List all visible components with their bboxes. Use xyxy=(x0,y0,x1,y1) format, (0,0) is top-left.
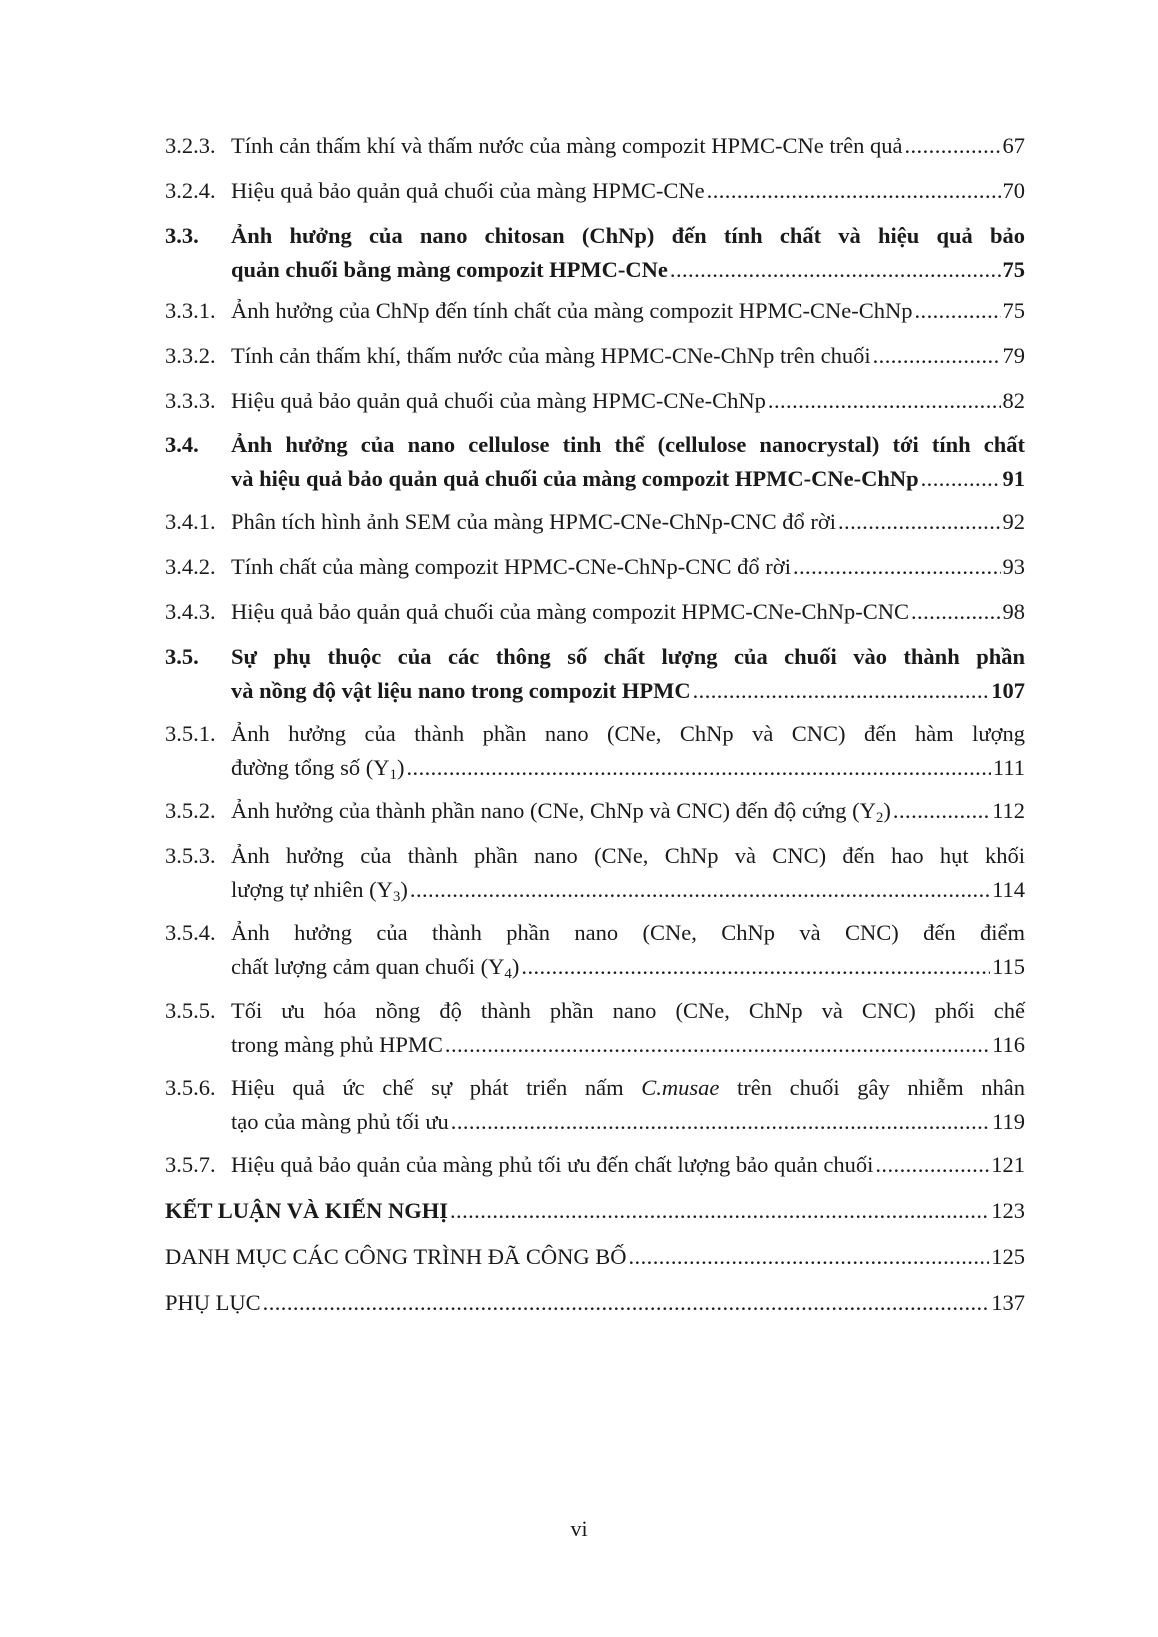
entry-title-line2: tạo của màng phủ tối ưu xyxy=(231,1109,449,1134)
entry-title: Ảnh hưởng của ChNp đến tính chất của màng compozit HPMC-CNe-ChNp xyxy=(231,298,913,323)
entry-title-line2: và nồng độ vật liệu nano trong compozit HPMC xyxy=(231,678,691,703)
dot-leader xyxy=(406,751,990,785)
toc-section-entry[interactable] xyxy=(165,219,1025,287)
toc-entry[interactable] xyxy=(165,717,1025,792)
entry-title-line2: chất lượng cảm quan chuối $(Y_4)$ xyxy=(231,954,520,982)
toc-heading-entry[interactable] xyxy=(165,1194,1025,1228)
entry-title-line2: đường tổng số $(Y_1)$ xyxy=(231,755,405,783)
dot-leader xyxy=(410,873,990,907)
page-number: 91 xyxy=(1002,466,1025,491)
dot-leader xyxy=(263,1286,990,1320)
entry-title-line1: Ảnh hưởng của thành phần nano (CNe, ChNp và CNC) đến hao hụt khối xyxy=(231,843,1025,868)
page-number: 107 xyxy=(991,678,1025,703)
entry-number: 3.3.1. xyxy=(165,298,216,323)
toc-entry[interactable] xyxy=(165,595,1025,629)
page-number: 70 xyxy=(1002,178,1025,203)
page-number: 119 xyxy=(992,1109,1025,1134)
page-number: 114 xyxy=(992,877,1025,902)
entry-title-line2: lượng tự nhiên $(Y_3)$ xyxy=(231,877,408,905)
entry-number: 3.5. xyxy=(165,644,199,669)
dot-leader xyxy=(521,950,990,984)
page-footer-number: vi xyxy=(570,1516,588,1541)
toc-entry[interactable] xyxy=(165,174,1025,208)
dot-leader xyxy=(629,1240,990,1274)
entry-number: 3.4.1. xyxy=(165,509,216,534)
entry-number: 3.3. xyxy=(165,223,199,248)
entry-title-line1: Sự phụ thuộc của các thông số chất lượng của chuối vào thành phần xyxy=(231,644,1025,669)
dot-leader xyxy=(873,339,1001,373)
dot-leader xyxy=(921,462,1001,496)
page-number: 92 xyxy=(1002,509,1025,534)
entry-number: 3.2.3. xyxy=(165,133,216,158)
subscript: 2 xyxy=(875,810,884,826)
dot-leader xyxy=(768,384,1001,418)
entry-title-line1: Ảnh hưởng của nano cellulose tinh thể (cellulose nanocrystal) tới tính chất xyxy=(231,432,1025,457)
entry-number: 3.5.2. xyxy=(165,798,216,823)
toc-entry[interactable] xyxy=(165,1148,1025,1182)
entry-number: 3.5.1. xyxy=(165,721,216,746)
entry-number: 3.5.6. xyxy=(165,1075,216,1100)
page-number: 75 xyxy=(1002,257,1025,282)
toc-entry[interactable] xyxy=(165,384,1025,418)
entry-title: Hiệu quả bảo quản quả chuối của màng HPMC-CNe xyxy=(231,178,705,203)
page-number: 137 xyxy=(991,1290,1025,1315)
entry-title: PHỤ LỤC xyxy=(165,1290,261,1315)
entry-number: 3.4. xyxy=(165,432,199,457)
page-number: 93 xyxy=(1002,554,1025,579)
entry-title: DANH MỤC CÁC CÔNG TRÌNH ĐÃ CÔNG BỐ xyxy=(165,1244,627,1269)
toc-entry[interactable] xyxy=(165,1071,1025,1139)
page-number: 116 xyxy=(992,1032,1025,1057)
toc-heading-entry[interactable] xyxy=(165,1286,1025,1320)
subscript: 4 xyxy=(504,966,512,982)
entry-title: Tính chất của màng compozit HPMC-CNe-ChNp-CNC đổ rời xyxy=(231,554,791,579)
species-name: C.musae xyxy=(641,1075,720,1100)
entry-title: Ảnh hưởng của thành phần nano (CNe, ChNp và CNC) đến độ cứng $(Y_2)$ xyxy=(231,798,891,826)
entry-number: 3.3.3. xyxy=(165,388,216,413)
page-number: 67 xyxy=(1002,133,1025,158)
entry-title: Tính cản thấm khí, thấm nước của màng HPMC-CNe-ChNp trên chuối xyxy=(231,343,871,368)
dot-leader xyxy=(693,674,990,708)
toc-heading-entry[interactable] xyxy=(165,1240,1025,1274)
toc-entry[interactable] xyxy=(165,994,1025,1062)
toc-entry[interactable] xyxy=(165,294,1025,328)
dot-leader xyxy=(914,294,1000,328)
entry-number: 3.5.5. xyxy=(165,998,216,1023)
toc-section-entry[interactable] xyxy=(165,428,1025,496)
entry-title: Hiệu quả bảo quản quả chuối của màng compozit HPMC-CNe-ChNp-CNC xyxy=(231,599,909,624)
toc-entry[interactable] xyxy=(165,129,1025,163)
entry-title: Phân tích hình ảnh SEM của màng HPMC-CNe-ChNp-CNC đổ rời xyxy=(231,509,836,534)
toc-entry[interactable] xyxy=(165,505,1025,539)
entry-title: Hiệu quả bảo quản quả chuối của màng HPMC-CNe-ChNp xyxy=(231,388,766,413)
entry-number: 3.5.7. xyxy=(165,1152,216,1177)
entry-title-line1: Hiệu quả ức chế sự phát triển nấm C.musae trên chuối gây nhiễm nhân xyxy=(231,1075,1025,1100)
toc-section-entry[interactable] xyxy=(165,640,1025,708)
dot-leader xyxy=(838,505,1001,539)
toc-entry[interactable] xyxy=(165,794,1025,835)
entry-title-line2: trong màng phủ HPMC xyxy=(231,1032,443,1057)
entry-title: Hiệu quả bảo quản của màng phủ tối ưu đến chất lượng bảo quản chuối xyxy=(231,1152,874,1177)
subscript: 3 xyxy=(392,889,401,905)
page-number: 75 xyxy=(1002,298,1025,323)
entry-title: KẾT LUẬN VÀ KIẾN NGHỊ xyxy=(165,1198,448,1223)
entry-title-line1: Ảnh hưởng của nano chitosan (ChNp) đến tính chất và hiệu quả bảo xyxy=(231,223,1025,248)
subscript: 1 xyxy=(389,767,397,783)
page-number: 115 xyxy=(992,954,1025,979)
page-number: 125 xyxy=(991,1244,1025,1269)
entry-title-line2: và hiệu quả bảo quản quả chuối của màng compozit HPMC-CNe-ChNp xyxy=(231,466,919,491)
entry-number: 3.5.4. xyxy=(165,920,216,945)
dot-leader xyxy=(893,794,990,828)
page-number: 121 xyxy=(991,1152,1025,1177)
entry-title-line1: Tối ưu hóa nồng độ thành phần nano (CNe, ChNp và CNC) phối chế xyxy=(231,998,1025,1023)
entry-number: 3.4.3. xyxy=(165,599,216,624)
entry-title: Tính cản thấm khí và thấm nước của màng compozit HPMC-CNe trên quả xyxy=(231,133,903,158)
entry-number: 3.5.3. xyxy=(165,843,216,868)
entry-title-line2: quản chuối bằng màng compozit HPMC-CNe xyxy=(231,257,668,282)
toc-entry[interactable] xyxy=(165,550,1025,584)
page-number: 98 xyxy=(1002,599,1025,624)
dot-leader xyxy=(445,1028,990,1062)
entry-title-line1: Ảnh hưởng của thành phần nano (CNe, ChNp và CNC) đến hàm lượng xyxy=(231,721,1025,746)
page-number: 82 xyxy=(1002,388,1025,413)
toc-entry[interactable] xyxy=(165,839,1025,914)
page-number: 123 xyxy=(991,1198,1025,1223)
page-number: 112 xyxy=(992,798,1025,823)
dot-leader xyxy=(793,550,1001,584)
dot-leader xyxy=(450,1194,989,1228)
dot-leader xyxy=(670,253,1001,287)
entry-number: 3.4.2. xyxy=(165,554,216,579)
dot-leader xyxy=(707,174,1001,208)
dot-leader xyxy=(451,1105,990,1139)
dot-leader xyxy=(875,1148,989,1182)
dot-leader xyxy=(911,595,1001,629)
toc-entry[interactable] xyxy=(165,916,1025,991)
dot-leader xyxy=(904,129,1000,163)
entry-title-line1: Ảnh hưởng của thành phần nano (CNe, ChNp và CNC) đến điểm xyxy=(231,920,1025,945)
page-number: 111 xyxy=(992,755,1025,780)
toc-entry[interactable] xyxy=(165,339,1025,373)
entry-number: 3.3.2. xyxy=(165,343,216,368)
page-number: 79 xyxy=(1002,343,1025,368)
entry-number: 3.2.4. xyxy=(165,178,216,203)
